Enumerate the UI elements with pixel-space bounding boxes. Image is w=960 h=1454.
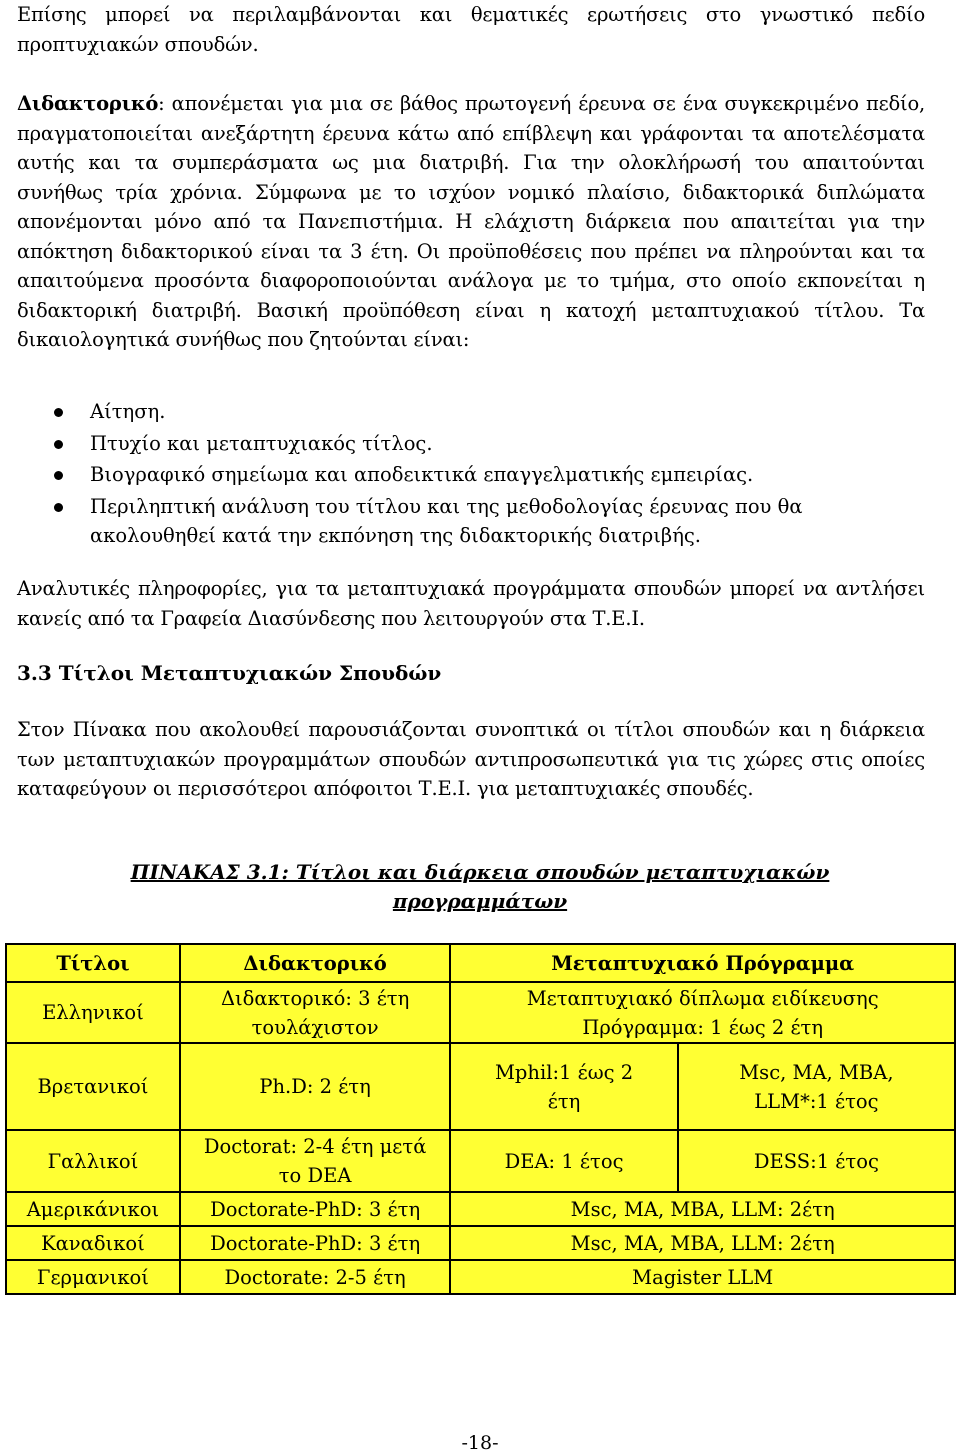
table-row [6,1260,955,1294]
table-row [6,1130,955,1192]
list-item: Περιληπτική ανάλυση του τίτλου και της μεθοδολογίας έρευνας που θα ακολουθηθεί κατά την εκπόνηση της διδακτορικής διατριβής. [17,492,925,551]
cell-doctorate: Doctorate-PhD: 3 έτη [180,1226,451,1260]
table-row [6,1043,955,1130]
header-doctorate: Διδακτορικό [180,944,451,982]
table-header-row [6,944,955,982]
table-row [6,1226,955,1260]
doctorate-description: : απονέμεται για μια σε βάθος πρωτογενή έρευνα σε ένα συγκεκριμένο πεδίο, πραγματοποιείται ανεξάρτητη έρευνα κάτω από επίβλεψη και γράφονται τα αποτελέσματα αυτής και τα συμπεράσματα ως μια διατριβή. Για την ολοκλήρωσή του απαιτούνται συνήθως τρία χρόνια. Σύμφωνα με το ισχύον νομικό πλαίσιο, διδακτορικά διπλώματα απονέμονται μόνο από τα Πανεπιστήμια. Η ελάχιστη διάρκεια που απαιτείται για την απόκτηση διδακτορικού είναι τα 3 έτη. Οι προϋποθέσεις που πρέπει να πληρούνται και τα απαιτούμενα προσόντα διαφοροποιούνται ανάλογα με το τμήμα, στο οποίο εκπονείται η διδακτορική διατριβή. Βασική προϋπόθεση είναι η κατοχή μεταπτυχιακού τίτλου. Τα δικαιολογητικά συνήθως που ζητούνται είναι: [17,92,925,351]
cell-country: Καναδικοί [6,1226,180,1260]
table-row [6,982,955,1043]
info-paragraph: Αναλυτικές πληροφορίες, για τα μεταπτυχιακά προγράμματα σπουδών μπορεί να αντλήσει κανείς από τα Γραφεία Διασύνδεσης που λειτουργούν στα Τ.Ε.Ι. [17,577,925,630]
cell-doctorate: Doctorat: 2-4 έτη μετά το DEA [180,1130,451,1192]
section-paragraph: Στον Πίνακα που ακολουθεί παρουσιάζονται συνοπτικά οι τίτλοι σπουδών και η διάρκεια των μεταπτυχιακών προγραμμάτων σπουδών αντιπροσωπευτικά για τις χώρες στις οποίες καταφεύγουν οι περισσότεροι απόφοιτοι Τ.Ε.Ι. για μεταπτυχιακές σπουδές. [17,718,925,800]
table-row [6,1192,955,1226]
table-caption-line2: προγραμμάτων [392,889,568,913]
cell-country: Γερμανικοί [6,1260,180,1294]
cell-doctorate: Doctorate: 2-5 έτη [180,1260,451,1294]
cell-masters-a: Mphil:1 έως 2 έτη [450,1043,677,1130]
cell-country: Βρετανικοί [6,1043,180,1130]
cell-masters-b: Msc, MA, MBA, LLM*:1 έτος [678,1043,955,1130]
postgraduate-titles-table [5,943,956,1295]
list-item: Αίτηση. [17,397,925,427]
list-item: Πτυχίο και μεταπτυχιακός τίτλος. [17,429,925,459]
header-titles: Τίτλοι [6,944,180,982]
table-caption-line1: ΠΙΝΑΚΑΣ 3.1: Τίτλοι και διάρκεια σπουδών μεταπτυχιακών [130,860,830,884]
doctorate-term: Διδακτορικό [17,92,159,115]
section-heading: 3.3 Τίτλοι Μεταπτυχιακών Σπουδών [17,661,442,685]
cell-masters: Msc, MA, MBA, LLM: 2έτη [450,1226,955,1260]
cell-masters-a: DEA: 1 έτος [450,1130,677,1192]
cell-masters: Μεταπτυχιακό δίπλωμα ειδίκευσης Πρόγραμμα: 1 έως 2 έτη [450,982,955,1043]
doctorate-paragraph [17,89,925,355]
cell-country: Αμερικάνικοι [6,1192,180,1226]
cell-doctorate: Διδακτορικό: 3 έτη τουλάχιστον [180,982,451,1043]
header-masters: Μεταπτυχιακό Πρόγραμμα [450,944,955,982]
cell-masters: Msc, MA, MBA, LLM: 2έτη [450,1192,955,1226]
cell-country: Ελληνικοί [6,982,180,1043]
cell-doctorate: Ph.D: 2 έτη [180,1043,451,1130]
cell-masters: Magister LLM [450,1260,955,1294]
cell-masters-b: DESS:1 έτος [678,1130,955,1192]
page-number: -18- [461,1432,499,1454]
list-item: Βιογραφικό σημείωμα και αποδεικτικά επαγγελματικής εμπειρίας. [17,460,925,490]
cell-country: Γαλλικοί [6,1130,180,1192]
requirements-list [17,397,925,553]
cell-doctorate: Doctorate-PhD: 3 έτη [180,1192,451,1226]
intro-paragraph: Επίσης μπορεί να περιλαμβάνονται και θεματικές ερωτήσεις στο γνωστικό πεδίο προπτυχιακών σπουδών. [17,3,925,56]
